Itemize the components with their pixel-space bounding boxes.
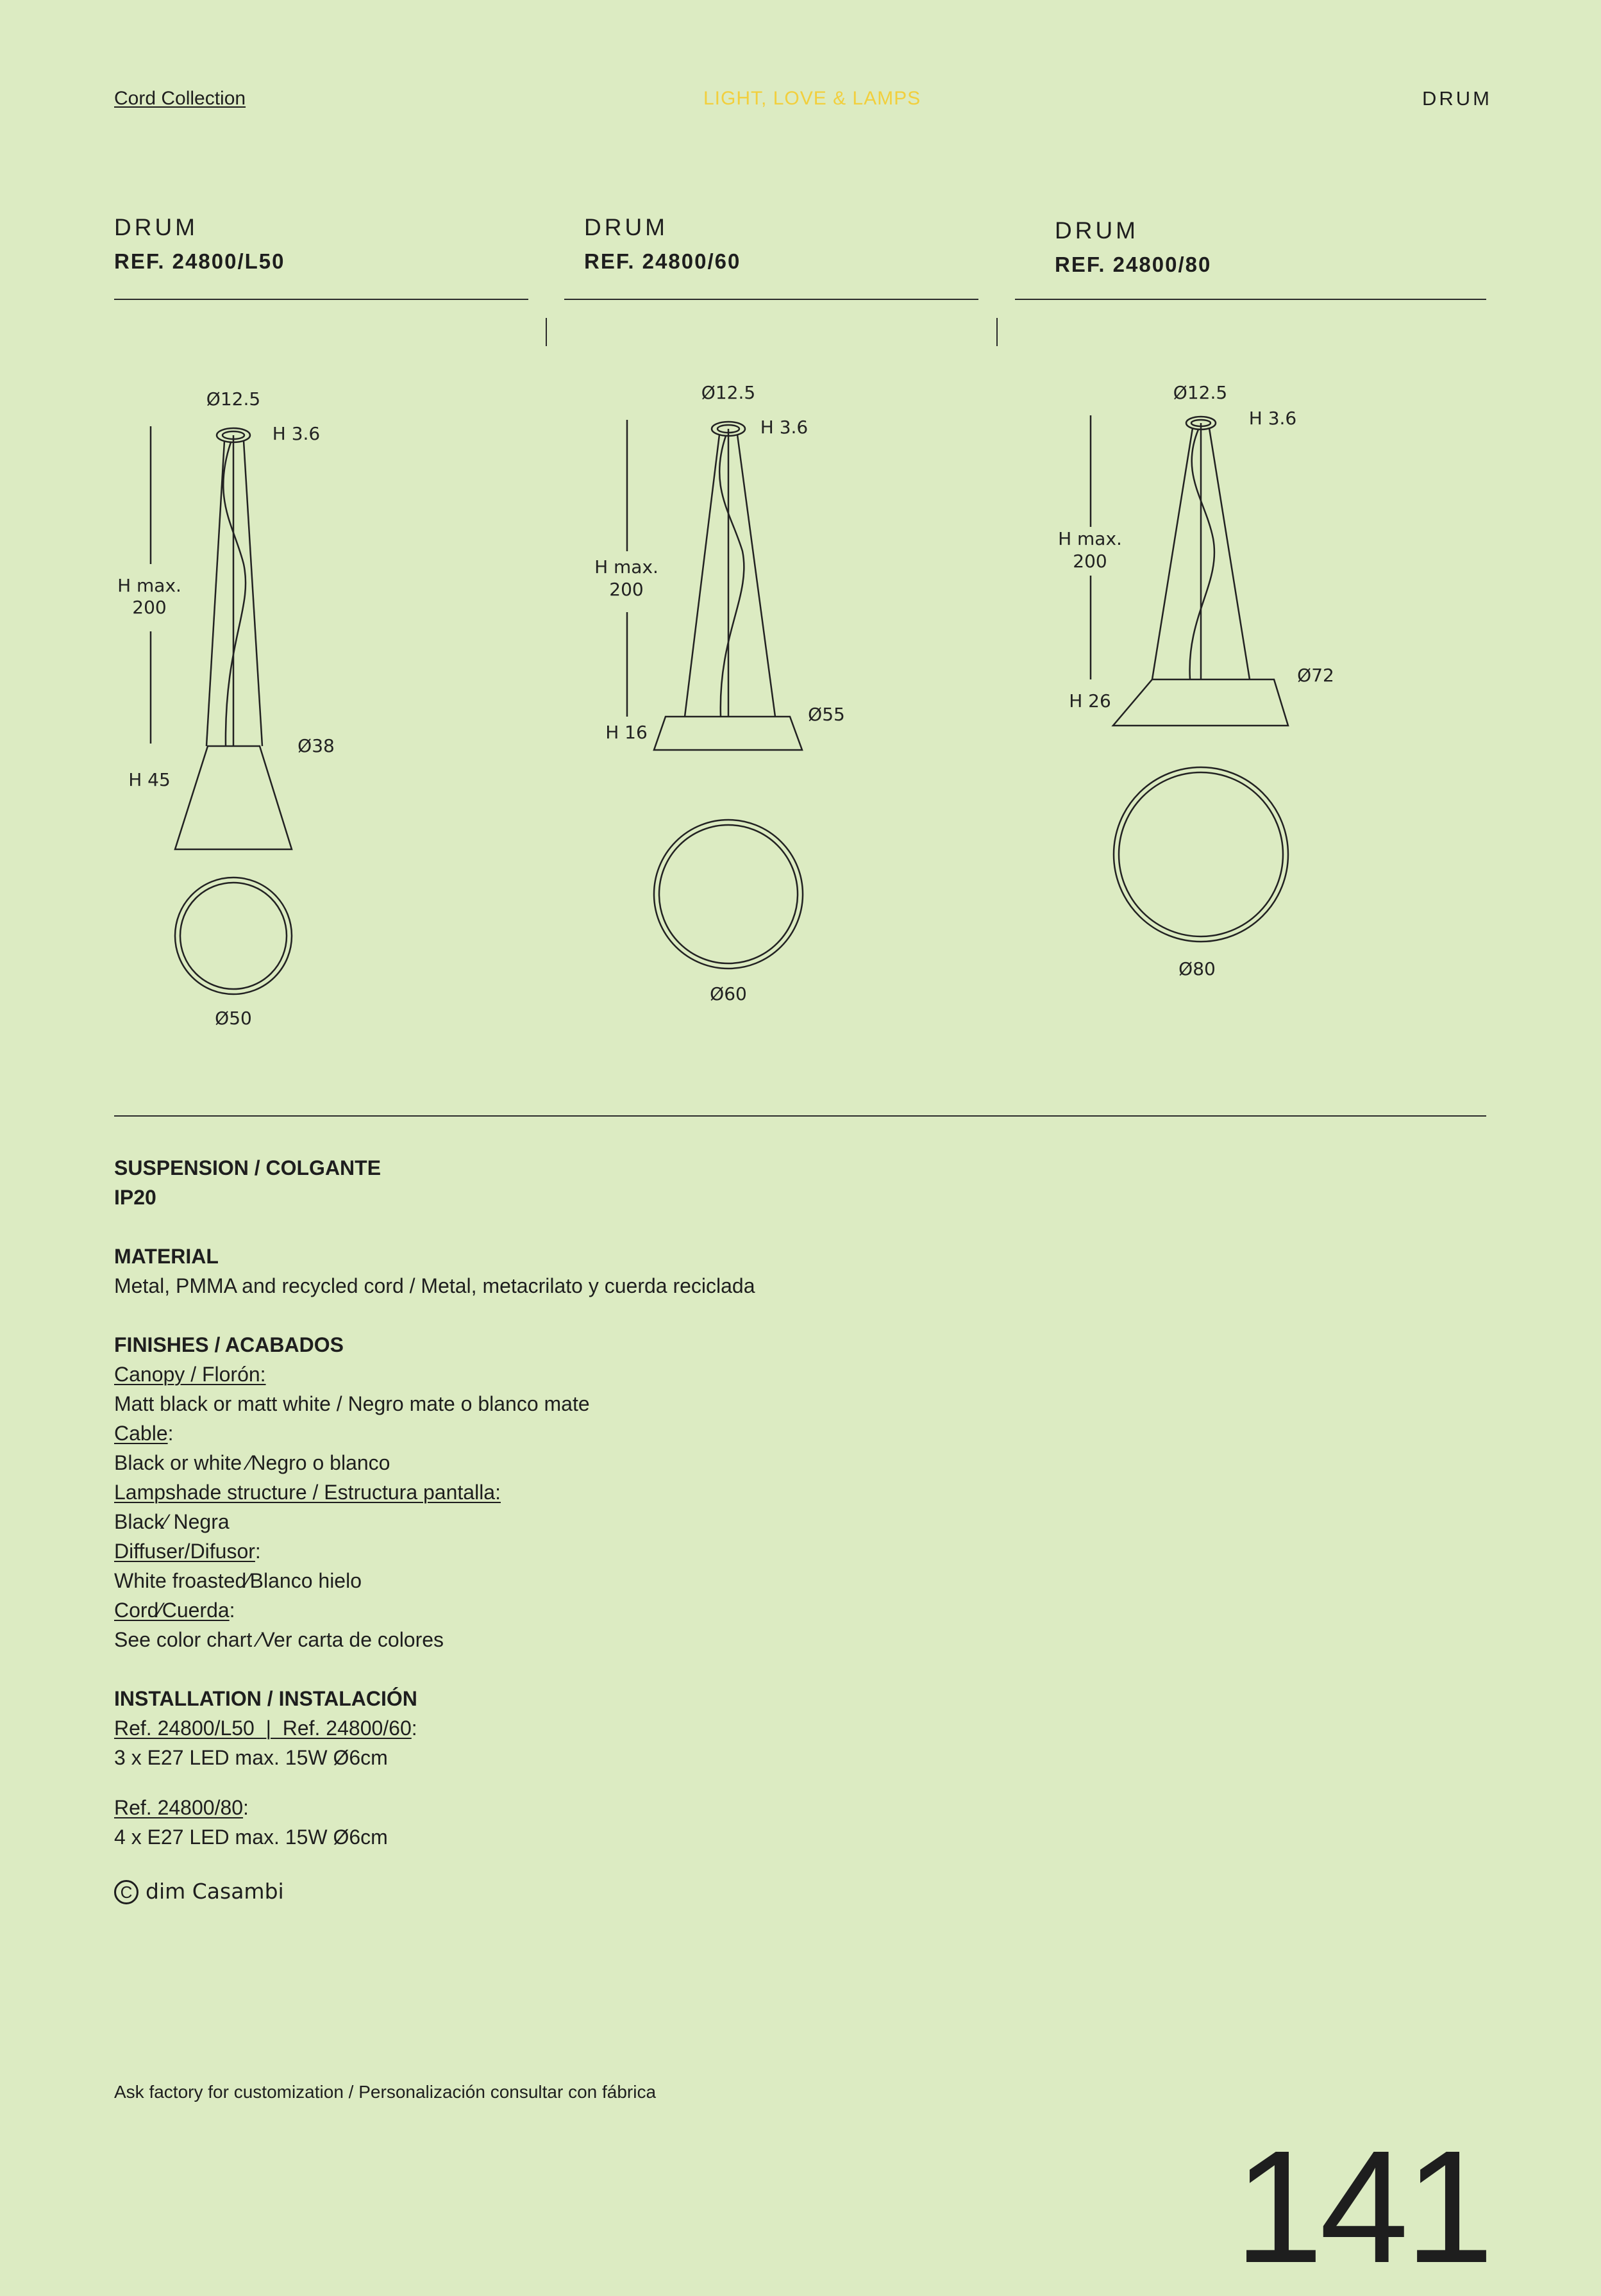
model-name-80: DRUM [1055,217,1139,244]
installation-value-1: 3 x E27 LED max. 15W Ø6cm [114,1746,388,1769]
dim-canopy-diameter-60: Ø12.5 [701,382,756,403]
model-name-l50: DRUM [114,214,198,240]
dim-canopy-diameter-80: Ø12.5 [1173,382,1228,403]
dim-height-max-value-80: 200 [1073,551,1107,572]
dim-shade-height-60: H 16 [605,722,648,743]
dim-shade-height-l50: H 45 [128,769,171,790]
model-ref-60: REF. 24800/60 [584,249,741,273]
page-number: 141 [1234,2117,1491,2296]
product-title: DRUM [1422,87,1492,110]
finishes-heading: FINISHES / ACABADOS [114,1333,344,1356]
finish-value-cord: See color chart ⁄Ver carta de colores [114,1628,444,1651]
casambi-icon: C [114,1880,138,1904]
finish-value-lampshade: Black⁄ Negra [114,1510,230,1533]
finish-label-diffuser: Diffuser/Difusor: [114,1540,261,1563]
dim-bottom-diameter-80: Ø80 [1178,958,1216,979]
spec-type: SUSPENSION / COLGANTE [114,1156,381,1179]
dim-height-max-60: H max. [594,556,658,578]
customization-note: Ask factory for customization / Personalización consultar con fábrica [114,2082,657,2102]
material-heading: MATERIAL [114,1245,219,1268]
collection-link[interactable]: Cord Collection [114,88,246,109]
installation-value-2: 4 x E27 LED max. 15W Ø6cm [114,1826,388,1849]
finish-label-cable: Cable: [114,1422,174,1445]
installation-heading: INSTALLATION / INSTALACIÓN [114,1687,417,1710]
drawing-80 [1091,415,1288,942]
dim-bottom-diameter-l50: Ø50 [215,1008,252,1029]
dim-shade-diameter-80: Ø72 [1297,665,1334,686]
material-text: Metal, PMMA and recycled cord / Metal, metacrilato y cuerda reciclada [114,1274,755,1297]
dim-shade-diameter-60: Ø55 [808,704,845,725]
section-divider [114,1115,1486,1117]
dim-shade-height-80: H 26 [1069,690,1111,711]
dim-height-max-l50: H max. [117,575,181,596]
installation-label-2: Ref. 24800/80: [114,1796,249,1819]
dim-height-max-80: H max. [1058,528,1122,549]
model-name-60: DRUM [584,214,668,240]
dim-height-max-value-60: 200 [609,579,644,600]
dim-height-max-value-l50: 200 [132,597,167,618]
installation-label-1: Ref. 24800/L50 | Ref. 24800/60: [114,1717,417,1740]
finish-label-lampshade: Lampshade structure / Estructura pantalla: [114,1481,501,1504]
finish-label-canopy: Canopy / Florón: [114,1363,266,1386]
tagline: LIGHT, LOVE & LAMPS [703,88,921,109]
finish-label-cord: Cord⁄Cuerda: [114,1599,235,1622]
dim-canopy-height-l50: H 3.6 [272,423,321,444]
technical-drawings [0,0,1601,1090]
finish-value-canopy: Matt black or matt white / Negro mate o blanco mate [114,1392,590,1415]
model-ref-80: REF. 24800/80 [1055,253,1212,276]
spec-ip: IP20 [114,1186,156,1209]
drawing-60 [627,420,803,969]
model-ref-l50: REF. 24800/L50 [114,249,285,273]
dim-canopy-diameter-l50: Ø12.5 [206,388,261,410]
control-label: dim Casambi [146,1879,284,1904]
dim-bottom-diameter-60: Ø60 [710,983,747,1004]
dim-canopy-height-80: H 3.6 [1248,408,1297,429]
dim-shade-diameter-l50: Ø38 [298,735,335,756]
finish-value-diffuser: White froasted⁄Blanco hielo [114,1569,362,1592]
finish-value-cable: Black or white ⁄Negro o blanco [114,1451,390,1474]
dim-canopy-height-60: H 3.6 [760,417,809,438]
drawing-l50 [151,426,292,994]
